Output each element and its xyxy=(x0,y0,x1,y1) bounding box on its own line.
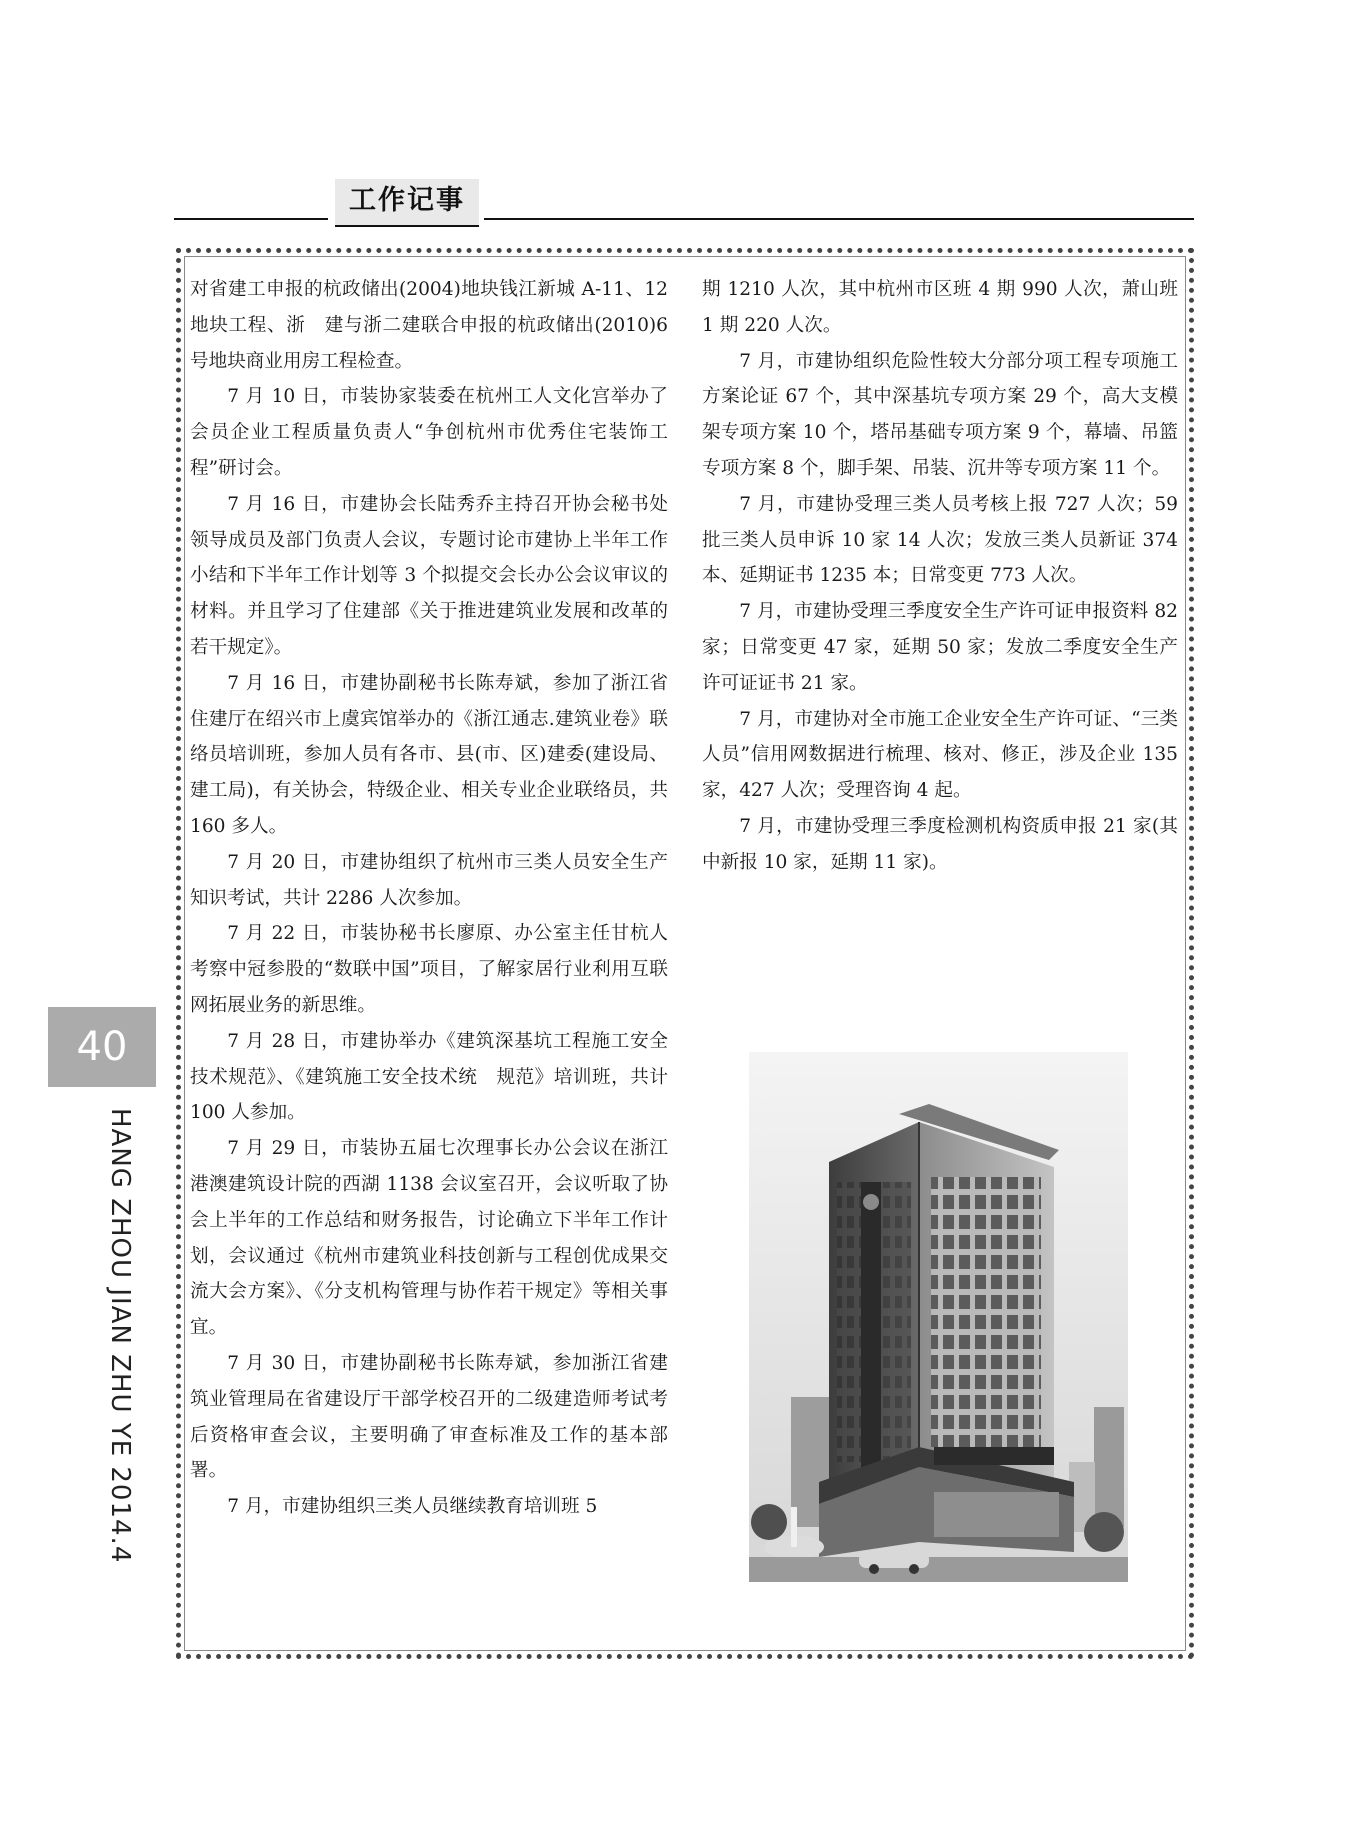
header-rule-right xyxy=(484,218,1194,220)
section-title: 工作记事 xyxy=(335,179,479,227)
paragraph: 7 月，市建协对全市施工企业安全生产许可证、“三类人员”信用网数据进行梳理、核对、修正，涉及企业 135 家，427 人次；受理咨询 4 起。 xyxy=(702,708,1178,802)
left-text-column xyxy=(190,272,668,1525)
paragraph: 7 月，市建协组织三类人员继续教育培训班 5 xyxy=(227,1496,598,1518)
paragraph: 7 月，市建协受理三季度检测机构资质申报 21 家(其中新报 10 家，延期 11 家)。 xyxy=(702,815,1178,873)
building-photo xyxy=(749,1052,1128,1582)
paragraph: 7 月 16 日，市建协会长陆秀乔主持召开协会秘书处领导成员及部门负责人会议，专题讨论市建协上半年工作小结和下半年工作计划等 3 个拟提交会长办公会议审议的材料。并且学习了住建部《关于推进建筑业发展和改革的若干规定》。 xyxy=(190,493,668,658)
paragraph: 7 月 29 日，市装协五届七次理事长办公会议在浙江港澳建筑设计院的西湖 1138 会议室召开，会议听取了协会上半年的工作总结和财务报告，讨论确立下半年工作计划，会议通过《杭州市建筑业科技创新与工程创优成果交流大会方案》、《分支机构管理与协作若干规定》等相关事宜。 xyxy=(190,1138,668,1339)
header-rule-left xyxy=(174,218,328,220)
paragraph: 7 月 16 日，市建协副秘书长陈寿斌，参加了浙江省住建厅在绍兴市上虞宾馆举办的《浙江通志.建筑业卷》联络员培训班，参加人员有各市、县(市、区)建委(建设局、建工局)，有关协会，特级企业、相关专业企业联络员，共 160 多人。 xyxy=(190,672,668,837)
paragraph: 7 月 10 日，市装协家装委在杭州工人文化宫举办了会员企业工程质量负责人“争创杭州市优秀住宅装饰工程”研讨会。 xyxy=(190,386,668,479)
paragraph: 期 1210 人次，其中杭州市区班 4 期 990 人次，萧山班 1 期 220 人次。 xyxy=(702,279,1178,336)
page-number: 40 xyxy=(48,1007,156,1087)
paragraph: 7 月，市建协受理三类人员考核上报 727 人次；59 批三类人员申诉 10 家 14 人次；发放三类人员新证 374 本、延期证书 1235 本；日常变更 773 人次。 xyxy=(702,493,1178,587)
right-text-column xyxy=(702,272,1178,881)
paragraph: 7 月，市建协组织危险性较大分部分项工程专项施工方案论证 67 个，其中深基坑专项方案 29 个，高大支模架专项方案 10 个，塔吊基础专项方案 9 个，幕墙、吊篮专项方案 8 个，脚手架、吊装、沉井等专项方案 11 个。 xyxy=(702,350,1178,479)
paragraph: 7 月 28 日，市建协举办《建筑深基坑工程施工安全技术规范》、《建筑施工安全技术统 规范》培训班，共计 100 人参加。 xyxy=(190,1030,668,1124)
paragraph: 7 月 30 日，市建协副秘书长陈寿斌，参加浙江省建筑业管理局在省建设厅干部学校召开的二级建造师考试考后资格审查会议，主要明确了审查标准及工作的基本部署。 xyxy=(190,1352,668,1482)
paragraph: 7 月 22 日，市装协秘书长廖原、办公室主任甘杭人考察中冠参股的“数联中国”项目，了解家居行业利用互联网拓展业务的新思维。 xyxy=(190,923,668,1016)
paragraph: 7 月，市建协受理三季度安全生产许可证申报资料 82 家；日常变更 47 家，延期 50 家；发放二季度安全生产许可证证书 21 家。 xyxy=(702,601,1178,694)
paragraph: 7 月 20 日，市建协组织了杭州市三类人员安全生产知识考试，共计 2286 人次参加。 xyxy=(190,851,668,909)
journal-side-label: HANG ZHOU JIAN ZHU YE 2014.4 xyxy=(105,1108,135,1564)
paragraph: 对省建工申报的杭政储出(2004)地块钱江新城 A-11、12 地块工程、浙 建与浙二建联合申报的杭政储出(2010)6 号地块商业用房工程检查。 xyxy=(190,279,668,372)
